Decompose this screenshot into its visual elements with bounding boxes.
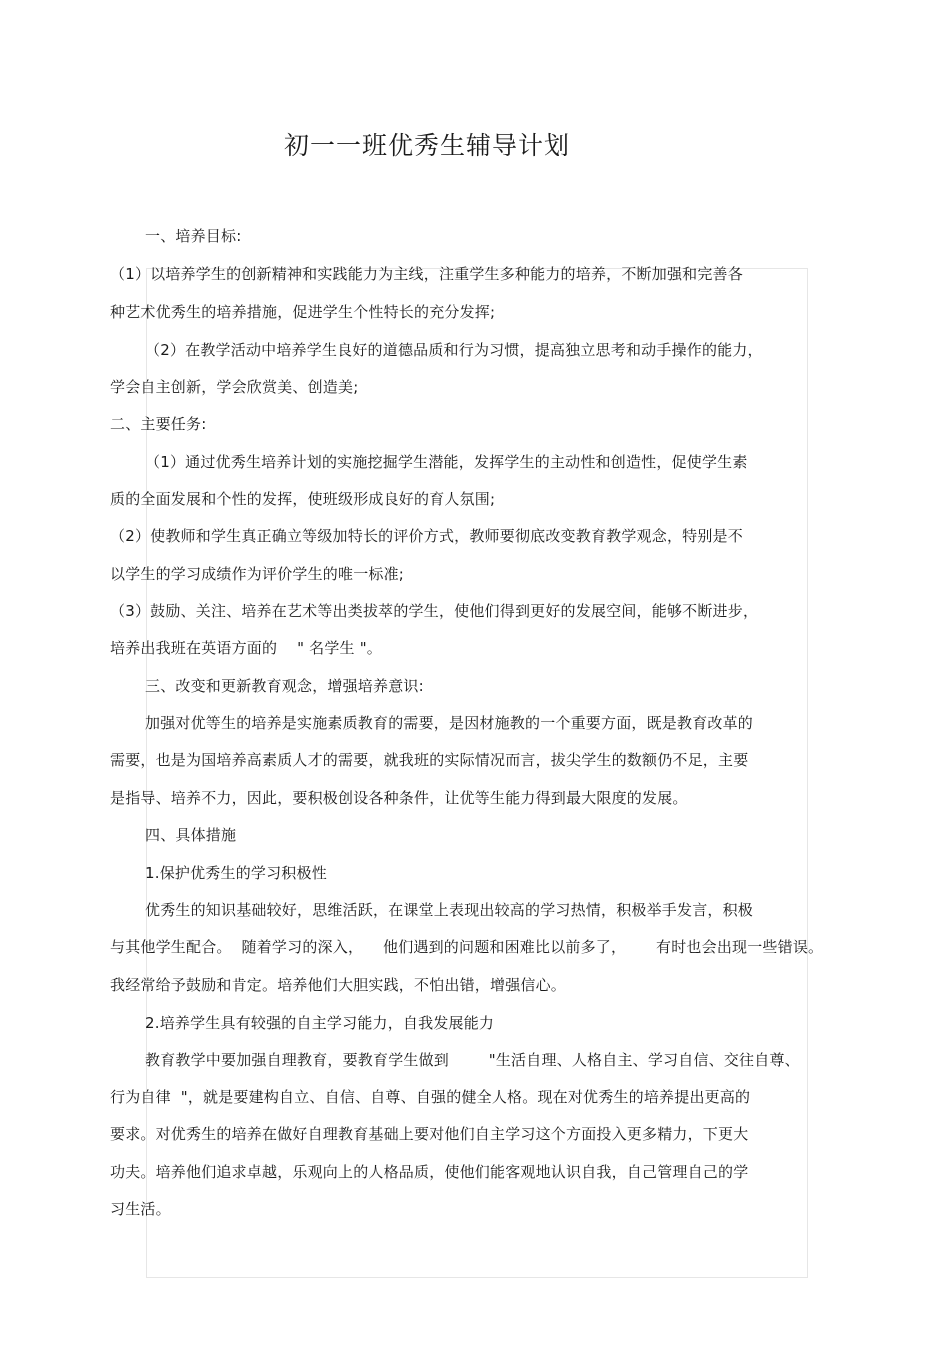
- text-line: 三、改变和更新教育观念，增强培养意识:: [145, 677, 424, 695]
- text-line: 学会自主创新，学会欣赏美、创造美;: [110, 378, 359, 396]
- text-line: （1）以培养学生的创新精神和实践能力为主线，注重学生多种能力的培养，不断加强和完善各: [110, 265, 743, 283]
- text-line: 是指导、培养不力，因此，要积极创设各种条件，让优等生能力得到最大限度的发展。: [110, 789, 688, 807]
- text-line: （2）在教学活动中培养学生良好的道德品质和行为习惯，提高独立思考和动手操作的能力，: [145, 341, 763, 359]
- text-line: （3）鼓励、关注、培养在艺术等出类拔萃的学生，使他们得到更好的发展空间，能够不断进步，: [110, 602, 759, 620]
- text-line: 功夫。培养他们追求卓越，乐观向上的人格品质，使他们能客观地认识自我，自己管理自己的学: [110, 1163, 749, 1181]
- text-line: 行为自律 "，就是要建构自立、自信、自尊、自强的健全人格。现在对优秀生的培养提出更高的: [110, 1088, 751, 1106]
- text-line: 与其他学生配合。 随着学习的深入， 他们遇到的问题和困难比以前多了， 有时也会出现一些错误。: [110, 938, 824, 956]
- text-line: 要求。对优秀生的培养在做好自理教育基础上要对他们自主学习这个方面投入更多精力，下更大: [110, 1125, 749, 1143]
- document-title: 初一一班优秀生辅导计划: [284, 131, 571, 160]
- text-line: 一、培养目标:: [145, 227, 242, 245]
- text-line: （1）通过优秀生培养计划的实施挖掘学生潜能，发挥学生的主动性和创造性，促使学生素: [145, 453, 748, 471]
- text-line: 习生活。: [110, 1200, 171, 1218]
- text-line: 优秀生的知识基础较好，思维活跃，在课堂上表现出较高的学习热情，积极举手发言，积极: [145, 901, 754, 919]
- text-line: （2）使教师和学生真正确立等级加特长的评价方式，教师要彻底改变教育教学观念，特别是不: [110, 527, 743, 545]
- text-line: 种艺术优秀生的培养措施，促进学生个性特长的充分发挥;: [110, 303, 496, 321]
- text-line: 四、具体措施: [145, 826, 237, 844]
- text-line: 需要，也是为国培养高素质人才的需要，就我班的实际情况而言，拔尖学生的数额仍不足，主要: [110, 751, 749, 769]
- text-line: 教育教学中要加强自理教育，要教育学生做到 "生活自理、人格自主、学习自信、交往自尊、: [145, 1051, 800, 1069]
- text-line: 二、主要任务:: [110, 415, 207, 433]
- text-line: 加强对优等生的培养是实施素质教育的需要，是因材施教的一个重要方面，既是教育改革的: [145, 714, 754, 732]
- text-line: 以学生的学习成绩作为评价学生的唯一标准;: [110, 565, 405, 583]
- text-line: 我经常给予鼓励和肯定。培养他们大胆实践，不怕出错，增强信心。: [110, 976, 567, 994]
- text-line: 1.保护优秀生的学习积极性: [145, 864, 327, 882]
- text-line: 2.培养学生具有较强的自主学习能力，自我发展能力: [145, 1014, 495, 1032]
- text-line: 质的全面发展和个性的发挥，使班级形成良好的育人氛围;: [110, 490, 496, 508]
- text-line: 培养出我班在英语方面的 " 名学生 "。: [110, 639, 383, 657]
